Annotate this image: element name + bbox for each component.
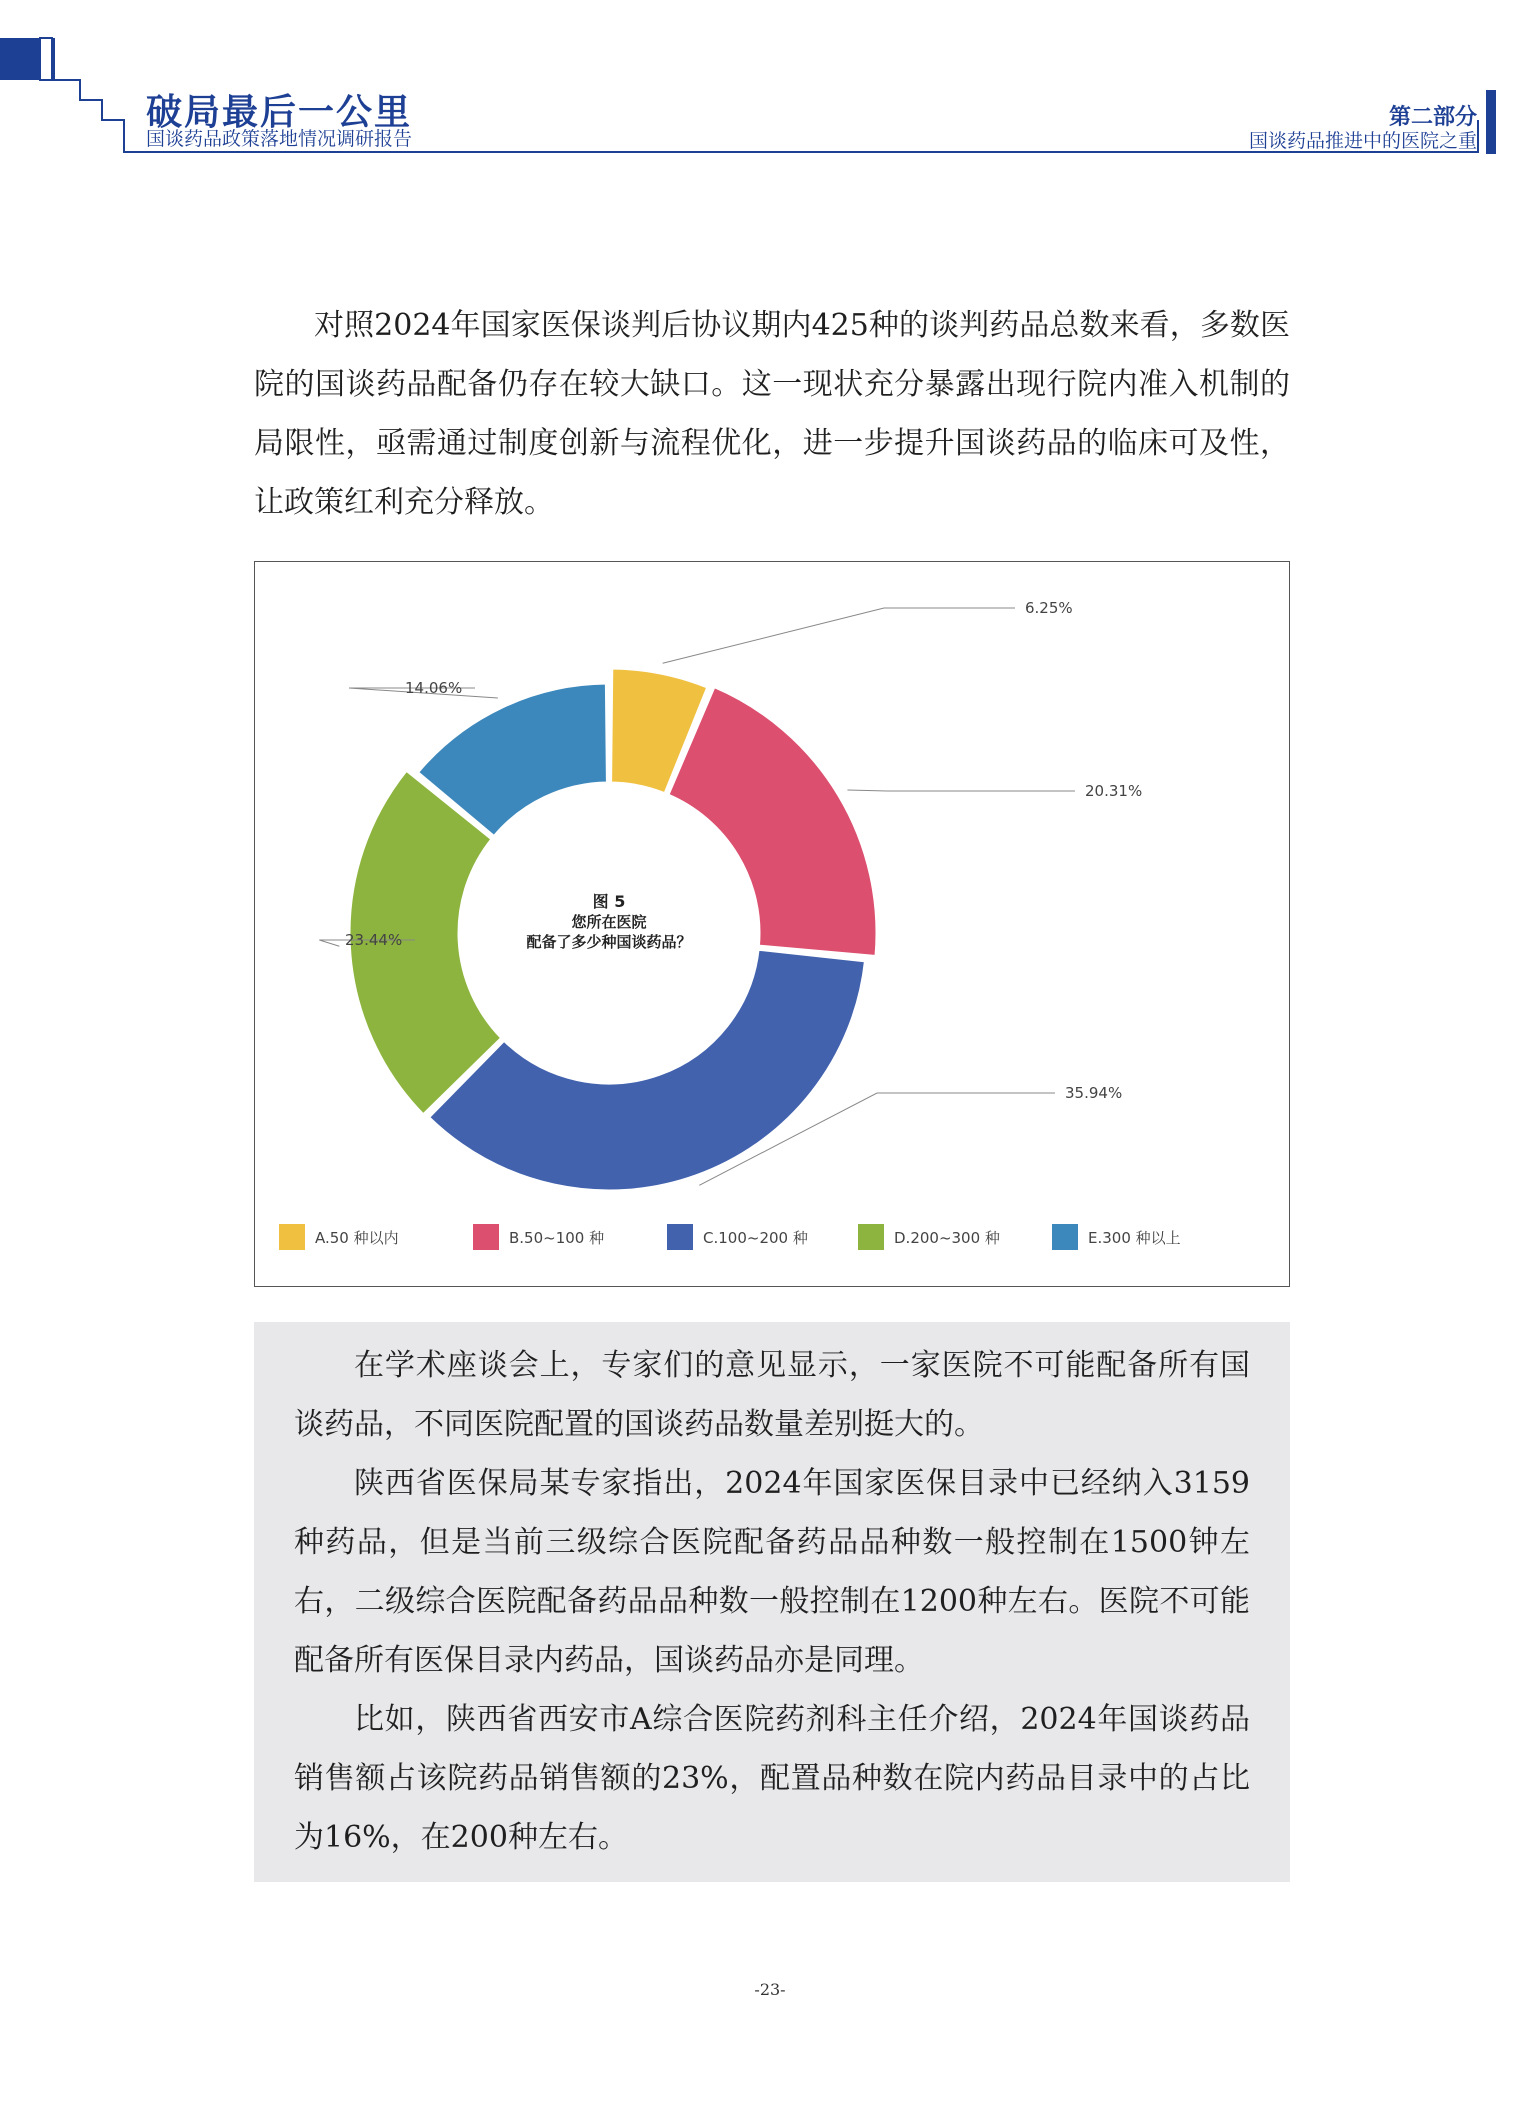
data-label: 35.94%	[1065, 1084, 1123, 1102]
legend-swatch	[858, 1224, 884, 1250]
box-paragraph: 在学术座谈会上，专家们的意见显示，一家医院不可能配备所有国谈药品，不同医院配置的国谈药品数量差别挺大的。	[294, 1348, 1250, 1442]
data-label: 23.44%	[345, 931, 403, 949]
legend-swatch	[473, 1224, 499, 1250]
header-accent-bar	[1486, 90, 1496, 154]
legend-swatch	[667, 1224, 693, 1250]
legend-item	[667, 1222, 808, 1252]
legend-swatch	[279, 1224, 305, 1250]
data-label: 14.06%	[405, 679, 463, 697]
chart-legend	[255, 1222, 1291, 1262]
legend-label: A.50 种以内	[315, 1228, 399, 1247]
legend-item	[473, 1222, 604, 1252]
legend-item	[858, 1222, 1000, 1252]
legend-label: B.50~100 种	[509, 1228, 605, 1247]
page-header	[0, 0, 1540, 160]
box-paragraph: 陕西省医保局某专家指出，2024年国家医保目录中已经纳入3159种药品，但是当前三级综合医院配备药品品种数一般控制在1500钟左右，二级综合医院配备药品品种数一般控制在1200种左右。医院不可能配备所有医保目录内药品，国谈药品亦是同理。	[294, 1466, 1250, 1678]
leader-line	[847, 790, 1075, 791]
report-title: 破局最后一公里	[146, 92, 413, 133]
donut-slice	[428, 949, 865, 1191]
donut-slice	[668, 686, 877, 956]
donut-chart	[254, 561, 1290, 1287]
chart-center-text: 配备了多少种国谈药品？	[526, 933, 692, 951]
data-label: 6.25%	[1025, 599, 1073, 617]
legend-label: C.100~200 种	[703, 1228, 808, 1247]
chart-center-text: 图 5	[592, 892, 626, 911]
intro-paragraph: 对照2024年国家医保谈判后协议期内425种的谈判药品总数来看，多数医院的国谈药品配备仍存在较大缺口。这一现状充分暴露出现行院内准入机制的局限性，亟需通过制度创新与流程优化，进一步提升国谈药品的临床可及性，让政策红利充分释放。	[254, 308, 1290, 520]
legend-label: D.200~300 种	[894, 1228, 1000, 1247]
section-title: 第二部分	[1388, 105, 1477, 130]
report-subtitle: 国谈药品政策落地情况调研报告	[146, 128, 413, 150]
legend-item	[1052, 1222, 1181, 1252]
expert-opinion-box	[254, 1322, 1290, 1882]
chart-center-text: 您所在医院	[571, 913, 647, 931]
legend-label: E.300 种以上	[1088, 1228, 1181, 1247]
box-paragraph: 比如，陕西省西安市A综合医院药剂科主任介绍，2024年国谈药品销售额占该院药品销售额的23%，配置品种数在院内药品目录中的占比为16%，在200种左右。	[294, 1702, 1250, 1855]
section-subtitle: 国谈药品推进中的医院之重	[1248, 130, 1477, 152]
legend-swatch	[1052, 1224, 1078, 1250]
page-number: -23-	[754, 1980, 786, 1999]
legend-item	[279, 1222, 399, 1252]
donut-chart-svg	[255, 562, 1291, 1288]
leader-line	[663, 608, 1015, 663]
data-label: 20.31%	[1085, 782, 1143, 800]
